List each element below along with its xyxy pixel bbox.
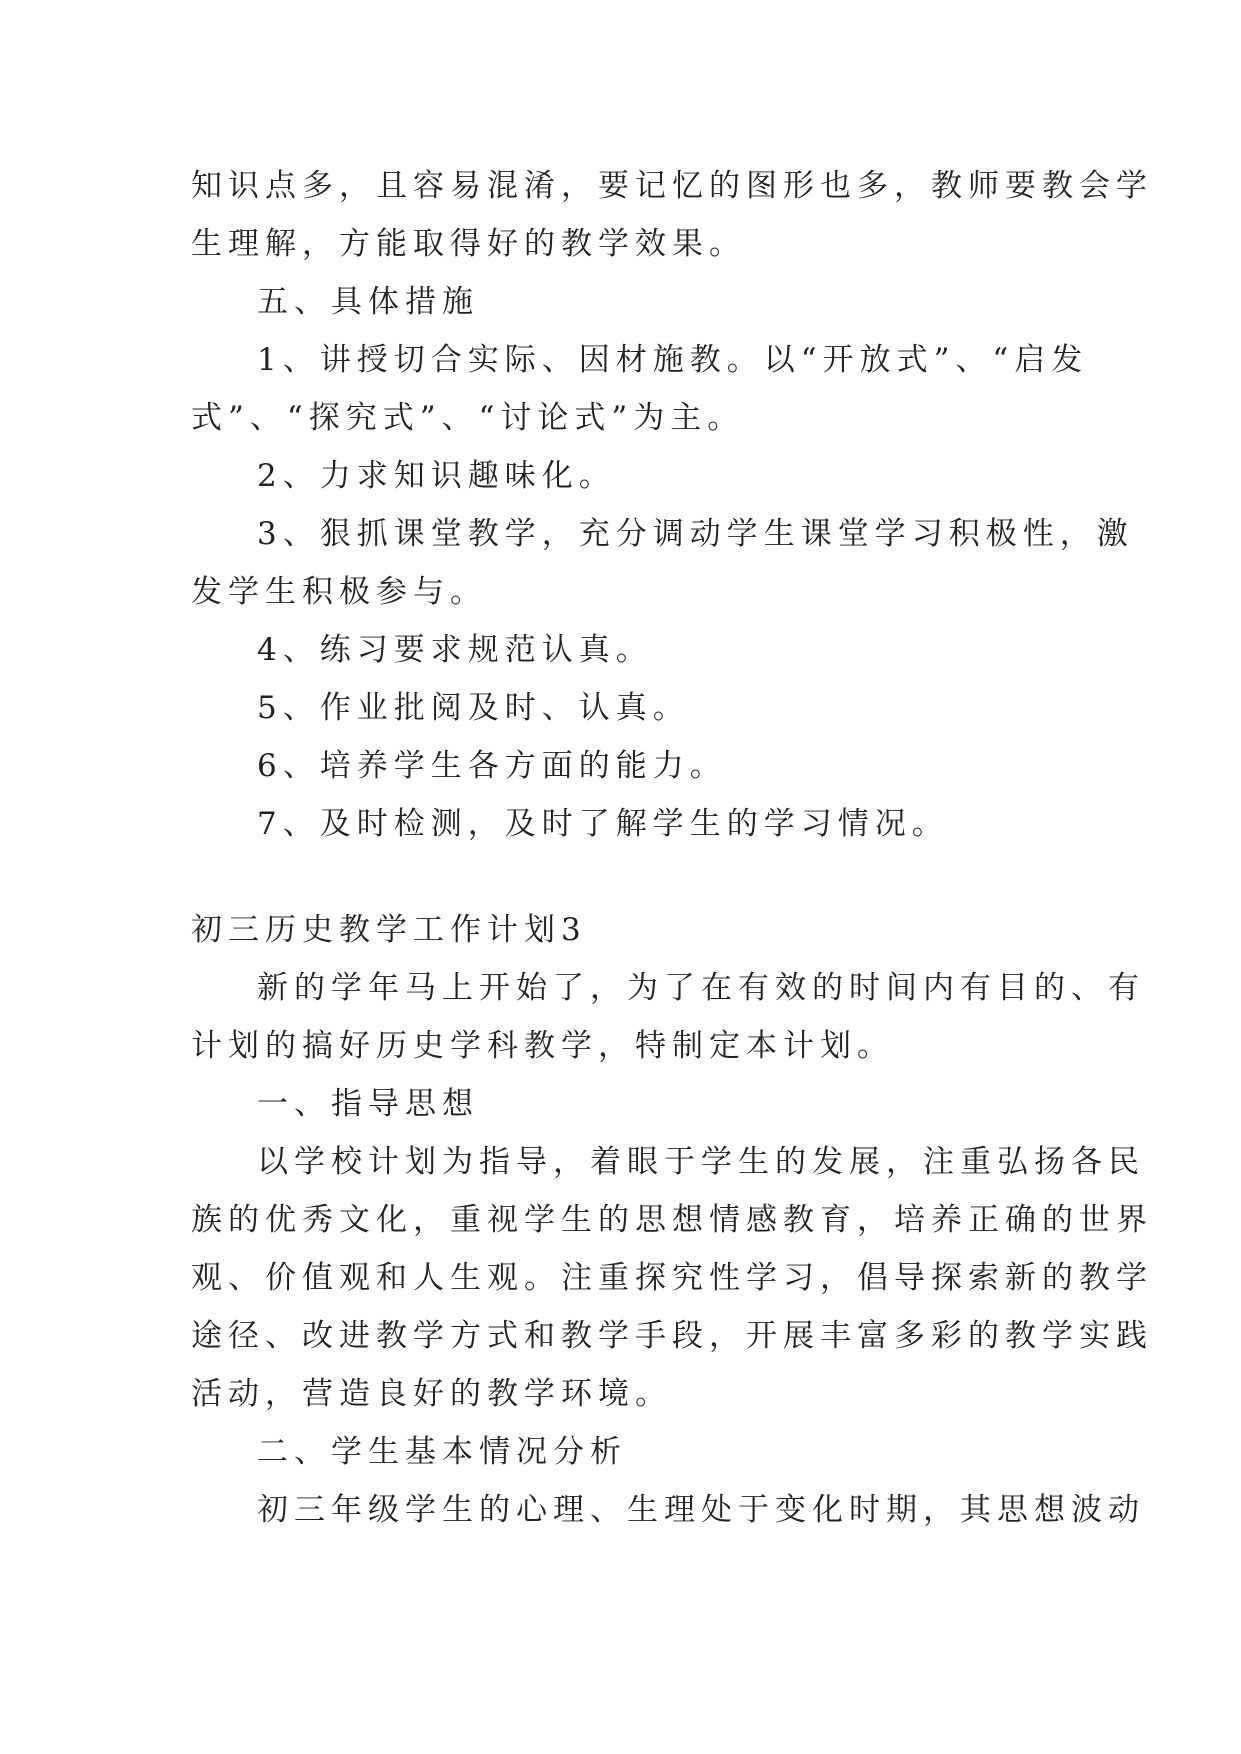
guide-line-cont: 族的优秀文化，重视学生的思想情感教育，培养正确的世界	[191, 1202, 1153, 1238]
guide-line-cont: 途径、改进教学方式和教学手段，开展丰富多彩的教学实践	[191, 1318, 1153, 1354]
section-heading-five: 五、具体措施	[257, 284, 479, 320]
measure-item-1: 1、讲授切合实际、因材施教。以“开放式”、“启发	[257, 342, 1089, 378]
intro-line-cont: 计划的搞好历史学科教学，特制定本计划。	[191, 1028, 894, 1064]
measure-item-4: 4、练习要求规范认真。	[257, 632, 653, 668]
measure-item-3-cont: 发学生积极参与。	[191, 574, 487, 610]
plan-title: 初三历史教学工作计划3	[191, 912, 587, 948]
analysis-line: 初三年级学生的心理、生理处于变化时期，其思想波动	[257, 1492, 1145, 1528]
guide-line-cont: 观、价值观和人生观。注重探究性学习，倡导探索新的教学	[191, 1260, 1153, 1296]
measure-item-3: 3、狠抓课堂教学，充分调动学生课堂学习积极性，激	[257, 516, 1134, 552]
measure-item-1-cont: 式”、“探究式”、“讨论式”为主。	[191, 400, 745, 436]
measure-item-7: 7、及时检测，及时了解学生的学习情况。	[257, 806, 949, 842]
measure-item-2: 2、力求知识趣味化。	[257, 458, 616, 494]
measure-item-6: 6、培养学生各方面的能力。	[257, 748, 727, 784]
section-heading-two: 二、学生基本情况分析	[257, 1434, 627, 1470]
section-heading-one: 一、指导思想	[257, 1086, 479, 1122]
document-body	[191, 157, 1153, 1539]
guide-line: 以学校计划为指导，着眼于学生的发展，注重弘扬各民	[257, 1144, 1145, 1180]
intro-line: 新的学年马上开始了，为了在有效的时间内有目的、有	[257, 970, 1145, 1006]
section-gap	[191, 853, 1051, 901]
paragraph-line: 知识点多，且容易混淆，要记忆的图形也多，教师要教会学	[191, 168, 1153, 204]
guide-line-cont: 活动，营造良好的教学环境。	[191, 1376, 672, 1412]
paragraph-line: 生理解，方能取得好的教学效果。	[191, 226, 746, 262]
measure-item-5: 5、作业批阅及时、认真。	[257, 690, 690, 726]
